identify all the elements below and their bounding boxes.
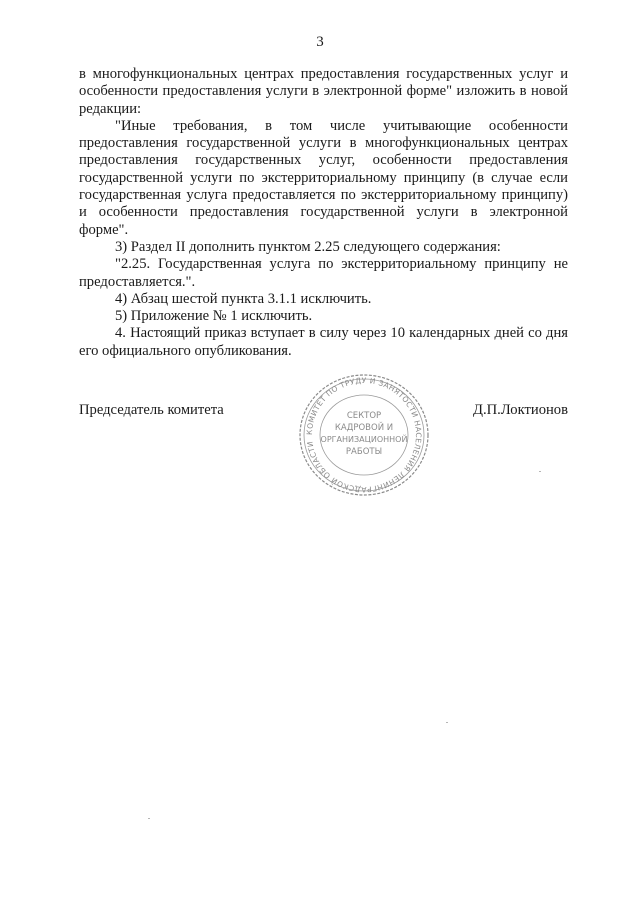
paragraph-item-5: 5) Приложение № 1 исключить. xyxy=(115,308,313,325)
paragraph-item-2-25: "2.25. Государственная услуга по экстерриториальному принципу не предоставляется.". xyxy=(79,256,568,290)
signer-title: Председатель комитета xyxy=(79,402,224,418)
paragraph-continuation: в многофункциональных центрах предоставления государственных услуг и особенности предоставления услуги в электронной форме" изложить в новой редакции: xyxy=(79,66,568,117)
svg-text:СЕКТОР: СЕКТОР xyxy=(346,411,382,421)
paragraph-quoted-requirements: "Иные требования, в том числе учитывающие особенности предоставления государственной услуги в многофункциональных центрах предоставления государственных услуг, особенности предоставления государственной услуги по экстерриториальному принципу (в случае если государственная услуга предоставляется по экстерриториальному принципу) и особенности предоставления государственной услуги в электронной форме". xyxy=(79,117,568,238)
paragraph-effective-date: 4. Настоящий приказ вступает в силу через 10 календарных дней со дня его официального опубликования. xyxy=(79,325,568,359)
stamp-seal-graphic xyxy=(289,370,439,500)
paragraph-item-3: 3) Раздел II дополнить пунктом 2.25 следующего содержания: xyxy=(115,238,501,255)
official-stamp xyxy=(289,370,439,500)
scan-speck xyxy=(148,818,150,819)
svg-text:РАБОТЫ: РАБОТЫ xyxy=(345,447,383,457)
page-number: 3 xyxy=(316,34,324,50)
scan-speck xyxy=(446,722,448,723)
signer-name: Д.П.Локтионов xyxy=(472,402,568,418)
svg-text:КОМИТЕТ ПО ТРУДУ И ЗАНЯТОСТИ Н: КОМИТЕТ ПО ТРУДУ И ЗАНЯТОСТИ НАСЕЛЕНИЯ ЛЕНИНГРАДСКОЙ ОБЛАСТИ xyxy=(304,375,424,495)
body-text xyxy=(79,66,568,360)
paragraph-item-4: 4) Абзац шестой пункта 3.1.1 исключить. xyxy=(115,290,372,307)
svg-text:ОРГАНИЗАЦИОННОЙ: ОРГАНИЗАЦИОННОЙ xyxy=(320,435,408,444)
svg-text:КАДРОВОЙ И: КАДРОВОЙ И xyxy=(334,423,394,433)
scan-speck xyxy=(539,471,541,472)
